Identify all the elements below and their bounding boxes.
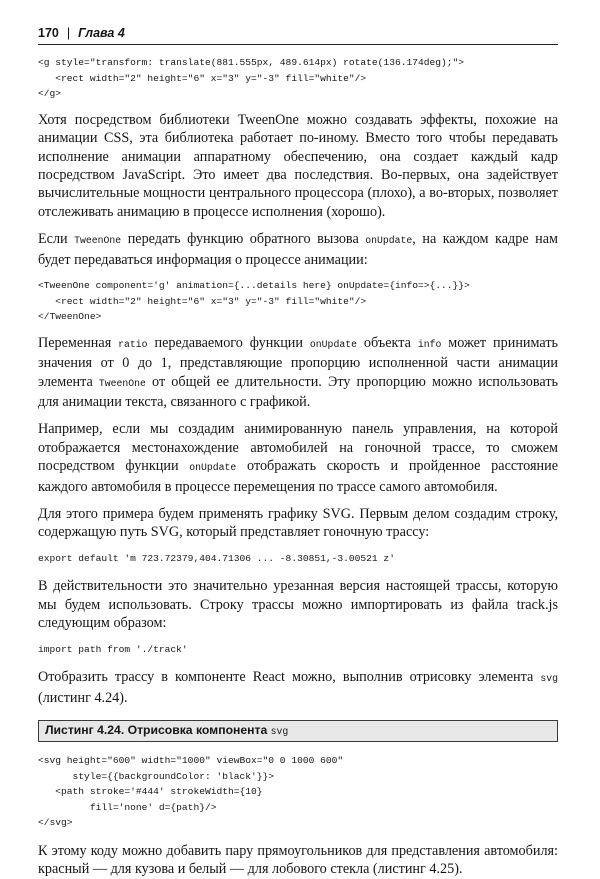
inline-code: svg: [540, 673, 558, 685]
inline-code: ratio: [118, 338, 148, 350]
code-line: <TweenOne component='g' animation={...details here} onUpdate={info=>{...}}>: [38, 280, 470, 292]
paragraph-tweenone-intro: Хотя посредством библиотеки TweenOne можно создавать эффекты, похожие на анимации CSS, эта библиотека работает по-иному. Вместо того чтобы передавать исполнение анимации аппаратному обеспечению, она создает каждый кадр посредством JavaScript. Это имеет два последствия. Во-первых, она задействует вычислительные мощности центрального процессора (плохо), а во-вторых, позволяет отслеживать анимацию в процессе исполнения (хорошо).: [38, 111, 558, 220]
code-block-tweenone: [38, 278, 558, 325]
inline-code: onUpdate: [189, 462, 237, 474]
code-block-svg-listing: [38, 753, 558, 831]
inline-code: onUpdate: [365, 235, 413, 247]
code-line: export default 'm 723.72379,404.71306 ... -8.30851,-3.00521 z': [38, 552, 395, 564]
code-line: <rect width="2" height="6" x="3" y="-3" fill="white"/>: [38, 295, 367, 307]
inline-code: onUpdate: [309, 338, 357, 350]
inline-code: TweenOne: [98, 377, 146, 389]
inline-code: svg: [270, 726, 289, 738]
page-header: [38, 26, 556, 40]
code-line: import path from './track': [38, 643, 188, 655]
page-number: 170: [38, 26, 59, 40]
listing-caption: Листинг 4.24. Отрисовка компонента svg: [38, 720, 558, 742]
paragraph-svg-intro: Для этого примера будем применять графику SVG. Первым делом создадим строку, содержащую путь SVG, который представляет гоночную трассу:: [38, 506, 558, 541]
inline-code: TweenOne: [74, 235, 122, 247]
code-block-import: [38, 642, 558, 658]
chapter-title: Глава 4: [78, 26, 125, 40]
code-line: fill='none' d={path}/>: [38, 801, 217, 813]
paragraph-onupdate: Если TweenOne передать функцию обратного вызова onUpdate, на каждом кадре нам будет передаваться информация о процессе анимации:: [38, 231, 558, 268]
page-body: [38, 55, 558, 879]
paragraph-render-svg: Отобразить трассу в компоненте React можно, выполнив отрисовку элемента svg (листинг 4.24).: [38, 669, 558, 706]
paragraph-ratio: Переменная ratio передаваемого функции onUpdate объекта info может принимать значения от 0 до 1, представляющие пропорцию исполненной части анимации элемента TweenOne от общей ее длительности. Эту пропорцию можно использовать для анимации текста, связанного с графикой.: [38, 334, 558, 411]
paragraph-track-import: В действительности это значительно урезанная версия настоящей трассы, которую мы будем использовать. Строку трассы можно импортировать из файла track.js следующим образом:: [38, 578, 558, 632]
paragraph-rectangles: К этому коду можно добавить пару прямоугольников для представления автомобиля: красный — для кузова и белый — для лобового стекла (листинг 4.25).: [38, 843, 558, 878]
paragraph-dashboard-example: Например, если мы создадим анимированную панель управления, на которой отображается местонахождение автомобилей на гоночной трассе, то сможем посредством функции onUpdate отображать скорость и пройденное расстояние каждого автомобиля в процессе перемещения по трассе самого автомобиля.: [38, 421, 559, 495]
code-line: <rect width="2" height="6" x="3" y="-3" fill="white"/>: [38, 72, 367, 84]
code-block-g-element: [38, 55, 558, 102]
code-line: </TweenOne>: [38, 311, 102, 323]
header-rule: [38, 44, 558, 45]
code-line: style={{backgroundColor: 'black'}}>: [38, 770, 275, 782]
code-line: <svg height="600" width="1000" viewBox="0 0 1000 600": [38, 755, 344, 767]
code-line: </svg>: [38, 817, 73, 829]
inline-code: info: [417, 338, 442, 350]
code-block-export: [38, 551, 558, 567]
code-line: </g>: [38, 88, 62, 100]
header-separator: |: [66, 26, 71, 40]
code-line: <g style="transform: translate(881.555px, 489.614px) rotate(136.174deg);">: [38, 57, 465, 68]
code-line: <path stroke='#444' strokeWidth={10}: [38, 786, 263, 798]
